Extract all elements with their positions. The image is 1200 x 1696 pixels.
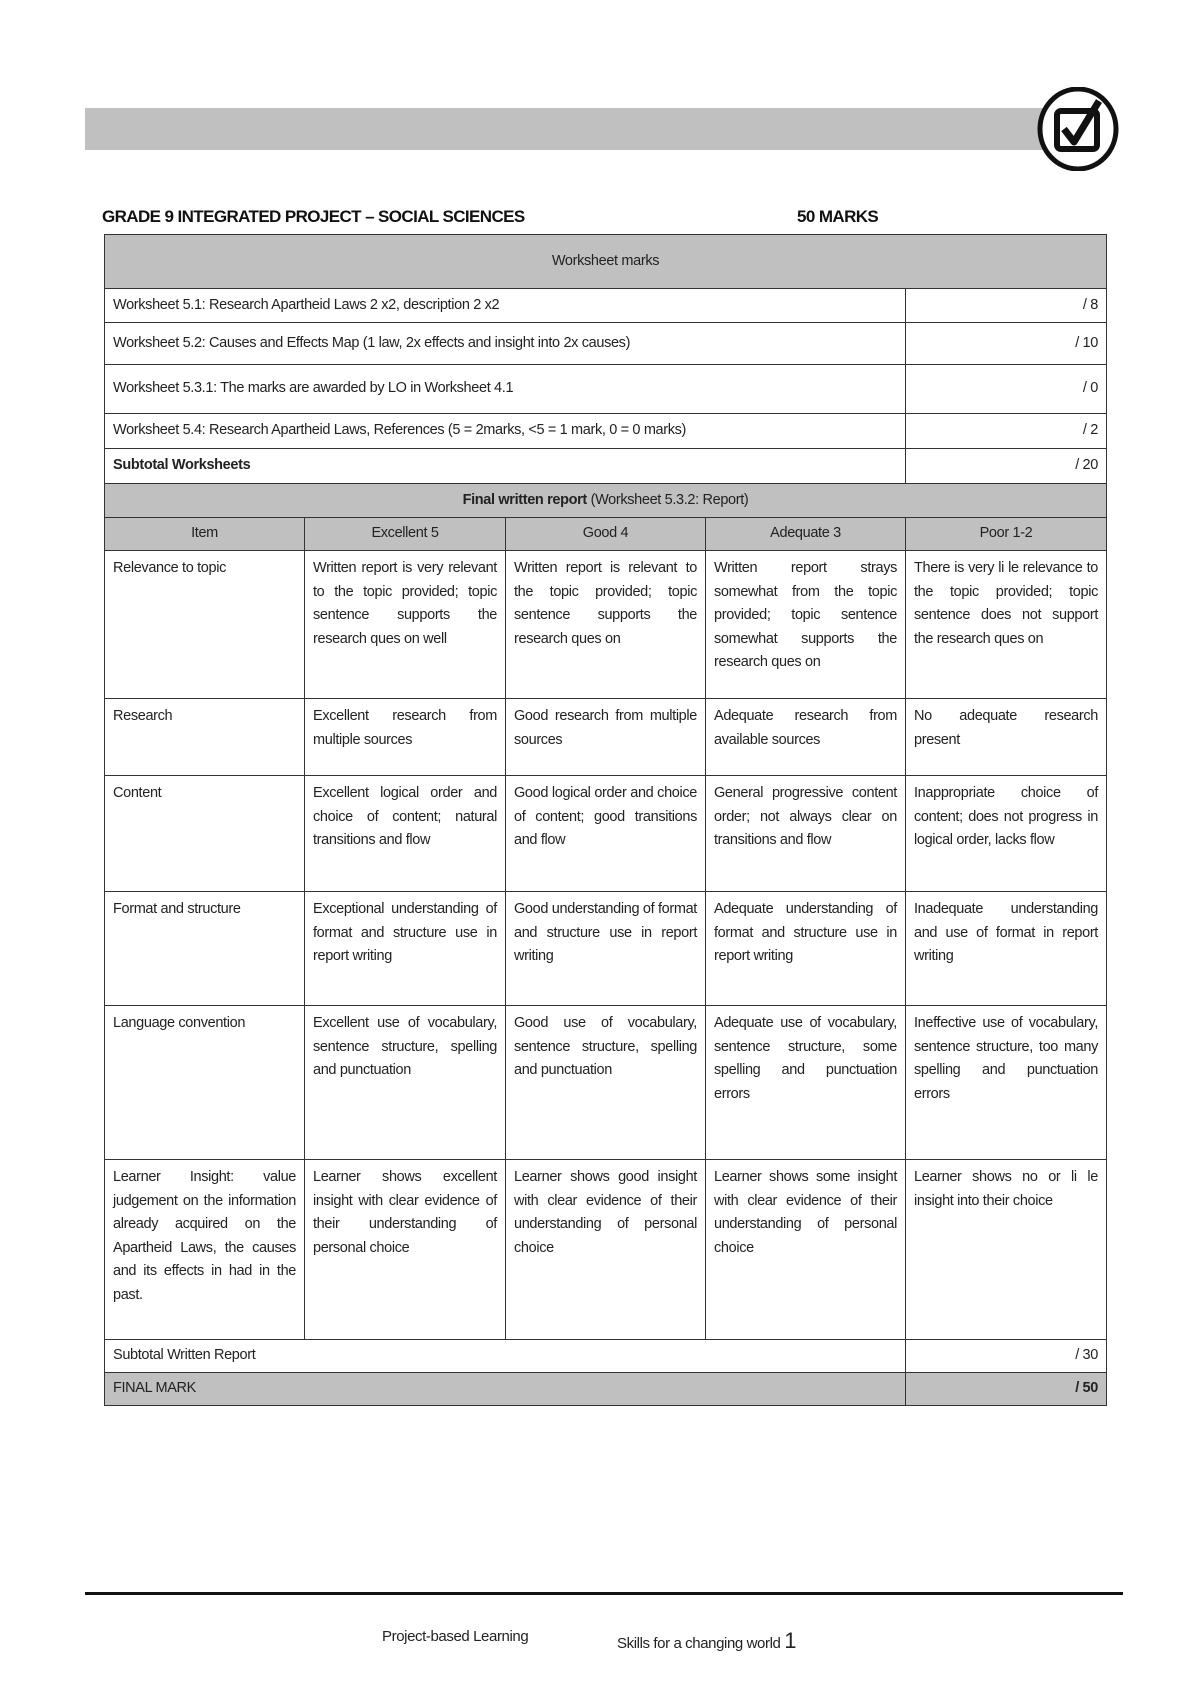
rubric-column-header: Excellent 5 [305, 518, 506, 551]
worksheet-label: Worksheet 5.4: Research Apartheid Laws, References (5 = 2marks, <5 = 1 mark, 0 = 0 marks) [105, 414, 906, 449]
subtotal-report-label: Subtotal Written Report [105, 1340, 906, 1373]
subtotal-report-row [105, 1340, 1107, 1373]
rubric-descriptor: Good logical order and choice of content; good transitions and flow [506, 776, 706, 892]
rubric-descriptor: General progressive content order; not always clear on transitions and flow [706, 776, 906, 892]
worksheet-row [105, 414, 1107, 449]
worksheet-row [105, 323, 1107, 365]
rubric-column-header: Item [105, 518, 305, 551]
marking-rubric-table [104, 234, 1107, 1406]
subtotal-worksheets-mark: / 20 [906, 449, 1107, 484]
rubric-criterion: Learner Insight: value judgement on the information already acquired on the Apartheid Laws, the causes and its effects in had in the past. [105, 1160, 305, 1340]
worksheet-mark: / 10 [906, 323, 1107, 365]
rubric-descriptor: Written report is relevant to the topic provided; topic sentence supports the research ques on [506, 551, 706, 699]
rubric-row [105, 776, 1107, 892]
header-bar [85, 108, 1085, 150]
subtotal-worksheets-label: Subtotal Worksheets [105, 449, 906, 484]
total-marks: 50 MARKS [797, 207, 879, 226]
worksheet-label: Worksheet 5.3.1: The marks are awarded by LO in Worksheet 4.1 [105, 365, 906, 414]
rubric-descriptor: Learner shows excellent insight with clear evidence of their understanding of personal choice [305, 1160, 506, 1340]
rubric-column-header: Good 4 [506, 518, 706, 551]
rubric-criterion: Language convention [105, 1006, 305, 1160]
checkbox-tick-icon [1037, 87, 1119, 171]
report-heading-bold: Final written report [462, 491, 587, 508]
page-title: GRADE 9 INTEGRATED PROJECT – SOCIAL SCIENCES [102, 207, 525, 226]
rubric-descriptor: Excellent research from multiple sources [305, 699, 506, 776]
report-heading [105, 484, 1107, 518]
rubric-descriptor: Written report strays somewhat from the topic provided; topic sentence somewhat supports the research ques on [706, 551, 906, 699]
worksheet-label: Worksheet 5.2: Causes and Effects Map (1 law, 2x effects and insight into 2x causes) [105, 323, 906, 365]
rubric-row [105, 1160, 1107, 1340]
rubric-descriptor: Good use of vocabulary, sentence structure, spelling and punctuation [506, 1006, 706, 1160]
rubric-descriptor: Learner shows some insight with clear evidence of their understanding of personal choice [706, 1160, 906, 1340]
rubric-descriptor: Excellent use of vocabulary, sentence structure, spelling and punctuation [305, 1006, 506, 1160]
final-mark-row [105, 1373, 1107, 1406]
worksheet-row [105, 365, 1107, 414]
worksheet-mark: / 8 [906, 289, 1107, 323]
worksheet-row [105, 289, 1107, 323]
final-mark-label: FINAL MARK [105, 1373, 906, 1406]
footer-divider [85, 1592, 1123, 1595]
report-heading-row [105, 484, 1107, 518]
rubric-descriptor: Learner shows good insight with clear evidence of their understanding of personal choice [506, 1160, 706, 1340]
rubric-descriptor: Inadequate understanding and use of format in report writing [906, 892, 1107, 1006]
rubric-row [105, 1006, 1107, 1160]
rubric-descriptor: Good understanding of format and structure use in report writing [506, 892, 706, 1006]
rubric-criterion: Research [105, 699, 305, 776]
rubric-row [105, 699, 1107, 776]
worksheet-marks-heading: Worksheet marks [105, 235, 1107, 289]
rubric-descriptor: No adequate research present [906, 699, 1107, 776]
rubric-descriptor: Ineffective use of vocabulary, sentence structure, too many spelling and punctuation errors [906, 1006, 1107, 1160]
footer-left-text: Project-based Learning [382, 1628, 529, 1645]
report-heading-detail: (Worksheet 5.3.2: Report) [586, 491, 749, 508]
rubric-descriptor: Exceptional understanding of format and structure use in report writing [305, 892, 506, 1006]
subtotal-report-mark: / 30 [906, 1340, 1107, 1373]
worksheet-mark: / 0 [906, 365, 1107, 414]
rubric-descriptor: Excellent logical order and choice of content; natural transitions and flow [305, 776, 506, 892]
rubric-descriptor: Written report is very relevant to the topic provided; topic sentence supports the research ques on well [305, 551, 506, 699]
rubric-criterion: Format and structure [105, 892, 305, 1006]
rubric-descriptor: There is very li le relevance to the topic provided; topic sentence does not support the research ques on [906, 551, 1107, 699]
rubric-column-header: Adequate 3 [706, 518, 906, 551]
rubric-row [105, 551, 1107, 699]
rubric-row [105, 892, 1107, 1006]
worksheet-mark: / 2 [906, 414, 1107, 449]
rubric-descriptor: Adequate research from available sources [706, 699, 906, 776]
rubric-descriptor: Good research from multiple sources [506, 699, 706, 776]
page-number: 1 [784, 1628, 797, 1653]
rubric-descriptor: Adequate understanding of format and structure use in report writing [706, 892, 906, 1006]
rubric-descriptor: Inappropriate choice of content; does not progress in logical order, lacks flow [906, 776, 1107, 892]
rubric-criterion: Relevance to topic [105, 551, 305, 699]
rubric-descriptor: Adequate use of vocabulary, sentence structure, some spelling and punctuation errors [706, 1006, 906, 1160]
worksheet-label: Worksheet 5.1: Research Apartheid Laws 2 x2, description 2 x2 [105, 289, 906, 323]
final-mark-value: / 50 [906, 1373, 1107, 1406]
subtotal-worksheets-row [105, 449, 1107, 484]
rubric-header-row [105, 518, 1107, 551]
rubric-criterion: Content [105, 776, 305, 892]
footer-right-text: Skills for a changing world [617, 1635, 781, 1652]
footer-right [617, 1628, 796, 1654]
rubric-column-header: Poor 1-2 [906, 518, 1107, 551]
rubric-descriptor: Learner shows no or li le insight into their choice [906, 1160, 1107, 1340]
worksheet-marks-heading-row [105, 235, 1107, 289]
